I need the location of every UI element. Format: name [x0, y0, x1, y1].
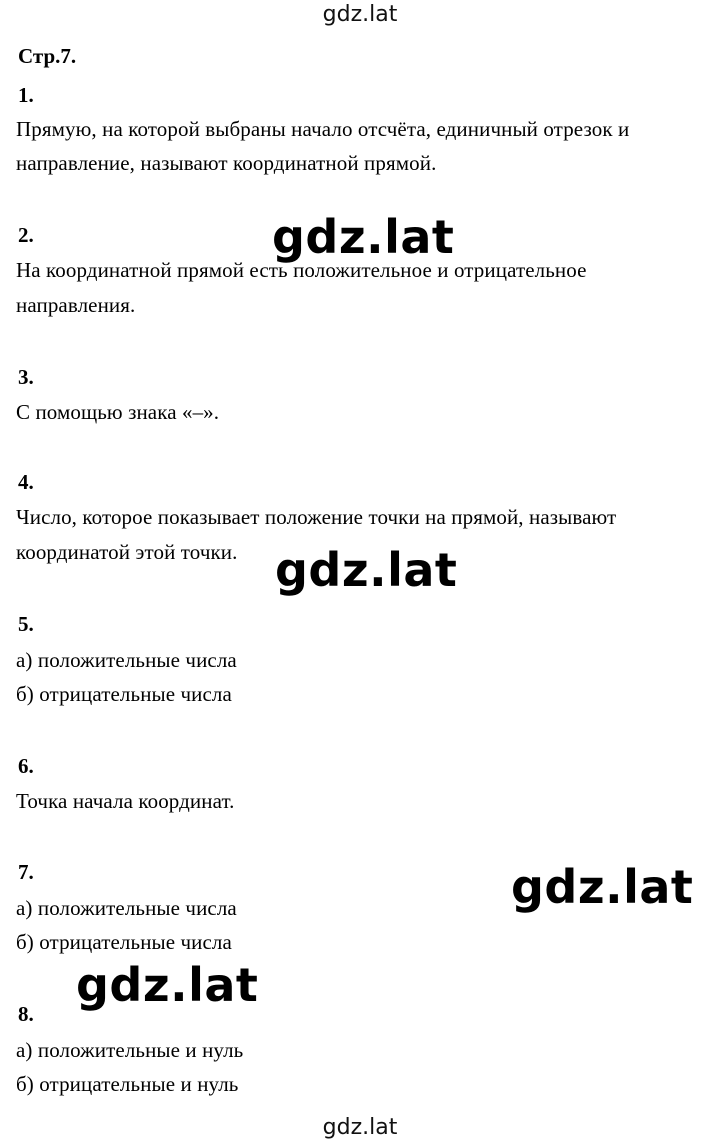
answer-3-line-1: С помощью знака «–». [16, 400, 220, 424]
answer-8-line-1: а) положительные и нуль [16, 1038, 244, 1062]
answer-4-line-2: координатой этой точки. [16, 540, 238, 564]
answer-6-line-1: Точка начала координат. [16, 789, 235, 813]
site-footer: gdz.lat [322, 1115, 398, 1140]
site-header: gdz.lat [322, 2, 398, 27]
answer-2-line-2: направления. [16, 293, 136, 317]
answer-2-line-1: На координатной прямой есть положительное и отрицательное [16, 258, 587, 282]
answer-number-8: 8. [18, 1002, 34, 1026]
answer-7-line-1: а) положительные числа [16, 896, 237, 920]
answer-5-line-1: а) положительные числа [16, 648, 237, 672]
answer-1-line-2: направление, называют координатной прямой. [16, 151, 437, 175]
watermark-4: gdz.lat [76, 958, 259, 1012]
answer-number-4: 4. [18, 470, 34, 494]
answer-5-line-2: б) отрицательные числа [16, 682, 232, 706]
watermark-1: gdz.lat [272, 210, 455, 264]
answer-number-5: 5. [18, 612, 34, 636]
answer-7-line-2: б) отрицательные числа [16, 930, 232, 954]
answer-number-6: 6. [18, 754, 34, 778]
page-reference: Стр.7. [18, 44, 77, 68]
answer-4-line-1: Число, которое показывает положение точки на прямой, называют [16, 505, 617, 529]
watermark-2: gdz.lat [275, 543, 458, 597]
answer-number-3: 3. [18, 365, 34, 389]
watermark-3: gdz.lat [511, 860, 694, 914]
answer-number-7: 7. [18, 860, 34, 884]
answer-1-line-1: Прямую, на которой выбраны начало отсчёта, единичный отрезок и [16, 117, 630, 141]
answer-number-1: 1. [18, 83, 34, 107]
answer-number-2: 2. [18, 223, 34, 247]
answer-8-line-2: б) отрицательные и нуль [16, 1072, 239, 1096]
